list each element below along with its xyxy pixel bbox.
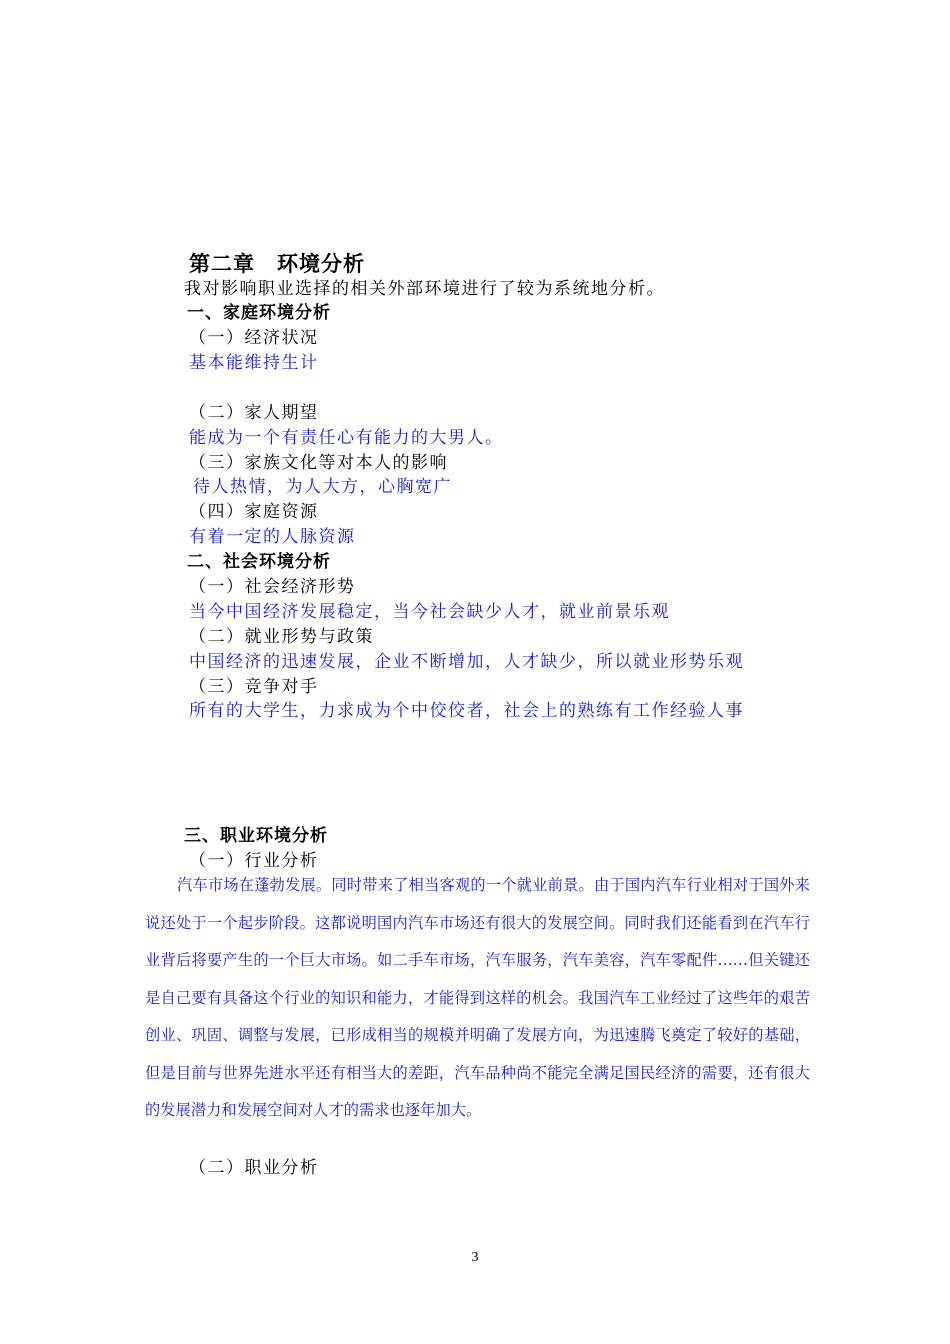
career-sub-2: （二）职业分析 [189, 1158, 319, 1178]
page-number: 3 [471, 1250, 479, 1265]
family-sub-3-text: 待人热情，为人大方，心胸宽广 [193, 477, 452, 497]
chapter-title: 第二章 环境分析 [189, 252, 365, 276]
family-sub-1: （一）经济状况 [189, 328, 319, 348]
career-heading: 三、职业环境分析 [184, 826, 328, 846]
social-sub-2: （二）就业形势与政策 [189, 627, 374, 647]
social-sub-3: （三）竞争对手 [189, 677, 319, 697]
family-sub-4-text: 有着一定的人脉资源 [189, 527, 356, 547]
social-heading: 二、社会环境分析 [187, 552, 331, 572]
social-sub-1: （一）社会经济形势 [189, 577, 356, 597]
family-sub-2: （二）家人期望 [189, 403, 319, 423]
family-sub-4: （四）家庭资源 [189, 502, 319, 522]
career-sub-1: （一）行业分析 [189, 851, 319, 871]
family-sub-1-text: 基本能维持生计 [189, 353, 319, 373]
social-sub-3-text: 所有的大学生，力求成为个中佼佼者，社会上的熟练有工作经验人事 [189, 701, 744, 721]
intro-text: 我对影响职业选择的相关外部环境进行了较为系统地分析。 [184, 279, 665, 299]
family-heading: 一、家庭环境分析 [187, 303, 331, 323]
career-sub-1-paragraph: 汽车市场在蓬勃发展。同时带来了相当客观的一个就业前景。由于国内汽车行业相对于国外来说还处于一个起步阶段。这都说明国内汽车市场还有很大的发展空间。同时我们还能看到在汽车行业背后将要产生的一个巨大市场。如二手车市场，汽车服务，汽车美容，汽车零配件……但关键还是自己要有具备这个行业的知识和能力，才能得到这样的机会。我国汽车工业经过了这些年的艰苦创业、巩固、调整与发展，已形成相当的规模并明确了发展方向，为迅速腾飞奠定了较好的基础，但是目前与世界先进水平还有相当大的差距，汽车品种尚不能完全满足国民经济的需要，还有很大的发展潜力和发展空间对人才的需求也逐年加大。 [145, 876, 810, 1119]
social-sub-1-text: 当今中国经济发展稳定，当今社会缺少人才，就业前景乐观 [189, 602, 670, 622]
family-sub-3: （三）家族文化等对本人的影响 [189, 453, 448, 473]
social-sub-2-text: 中国经济的迅速发展，企业不断增加，人才缺少，所以就业形势乐观 [189, 652, 744, 672]
family-sub-2-text: 能成为一个有责任心有能力的大男人。 [189, 428, 504, 448]
